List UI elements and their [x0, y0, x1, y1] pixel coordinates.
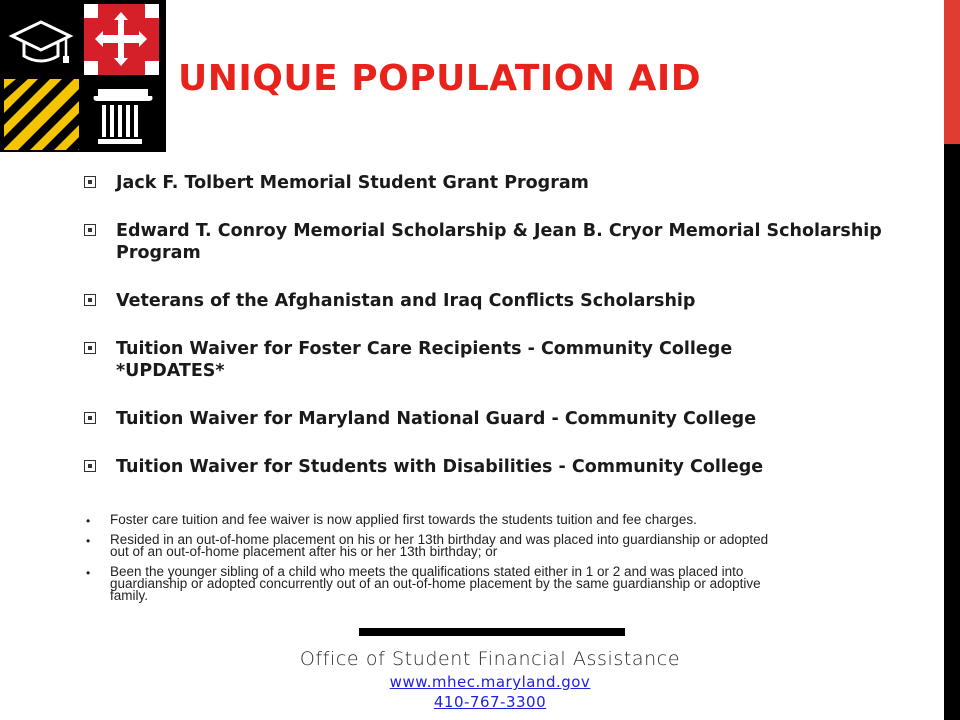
- update-text: Been the younger sibling of a child who meets the qualifications stated either in 1 or 2 and was placed into: [110, 564, 744, 579]
- footer-divider: [359, 628, 625, 636]
- update-text: Resided in an out-of-home placement on his or her 13th birthday and was placed into guardianship or adopted: [110, 532, 769, 547]
- update-text: Foster care tuition and fee waiver is now applied first towards the students tuition and fee charges.: [110, 512, 697, 527]
- square-bullet-icon: [84, 342, 96, 354]
- update-text: guardianship or adopted concurrently out of an out-of-home placement by the same guardianship or adoptive: [110, 576, 761, 591]
- update-text: out of an out-of-home placement after his or her 13th birthday; or: [110, 544, 498, 559]
- program-list: [78, 172, 898, 478]
- square-bullet-icon: [84, 294, 96, 306]
- square-bullet-icon: [84, 460, 96, 472]
- list-item: [86, 514, 906, 526]
- column-icon: [84, 79, 159, 150]
- update-text: family.: [110, 588, 149, 603]
- maryland-calvert-pattern-icon: [4, 79, 79, 150]
- program-text: Jack F. Tolbert Memorial Student Grant Program: [116, 173, 589, 193]
- list-item: [86, 534, 906, 558]
- right-edge-accent: [944, 0, 960, 144]
- office-name: Office of Student Financial Assistance: [299, 648, 681, 670]
- updates-list: [86, 514, 906, 610]
- bullet-dot-icon: •: [86, 566, 91, 580]
- square-bullet-icon: [84, 176, 96, 188]
- list-item: [86, 566, 906, 602]
- graduation-cap-icon: [4, 4, 79, 75]
- program-text: Veterans of the Afghanistan and Iraq Conflicts Scholarship: [116, 291, 696, 311]
- maryland-cross-icon: [84, 4, 159, 75]
- program-text: Edward T. Conroy Memorial Scholarship & Jean B. Cryor Memorial Scholarship: [116, 221, 882, 241]
- list-item: [78, 338, 898, 382]
- square-bullet-icon: [84, 412, 96, 424]
- phone-link[interactable]: 410-767-3300: [433, 693, 547, 711]
- bullet-dot-icon: •: [86, 534, 91, 548]
- list-item: [78, 220, 898, 264]
- footer: [280, 646, 700, 712]
- list-item: [78, 456, 898, 478]
- website-link[interactable]: www.mhec.maryland.gov: [389, 673, 591, 691]
- square-bullet-icon: [84, 224, 96, 236]
- mhec-logo: [0, 0, 166, 152]
- program-text: Tuition Waiver for Foster Care Recipients - Community College: [116, 339, 733, 359]
- program-text: *UPDATES*: [116, 361, 225, 381]
- page-title: UNIQUE POPULATION AID: [178, 58, 702, 99]
- list-item: [78, 290, 898, 312]
- program-text: Program: [116, 243, 201, 263]
- list-item: [78, 172, 898, 194]
- list-item: [78, 408, 898, 430]
- bullet-dot-icon: •: [86, 514, 91, 528]
- program-text: Tuition Waiver for Maryland National Guard - Community College: [116, 409, 757, 429]
- program-text: Tuition Waiver for Students with Disabilities - Community College: [116, 457, 764, 477]
